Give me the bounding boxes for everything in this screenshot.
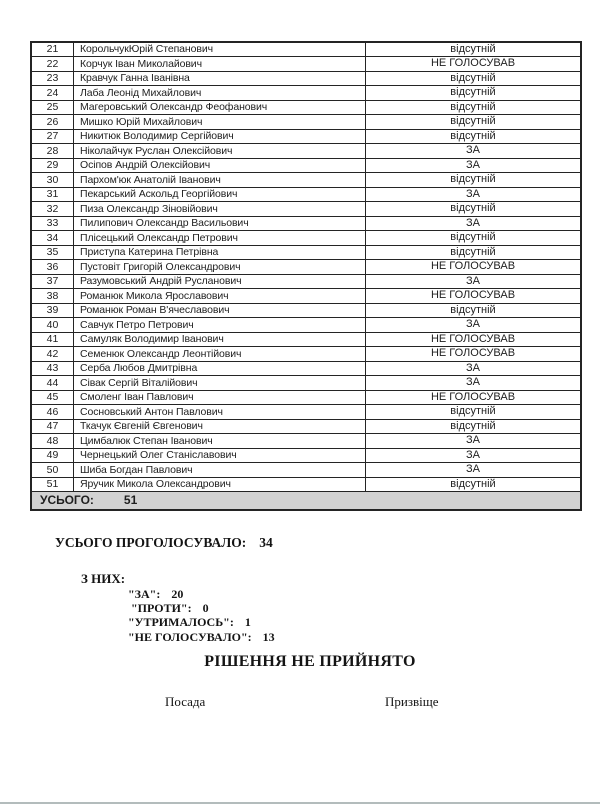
vote-value: відсутній <box>366 231 582 246</box>
breakdown-line-utrymalos: "УТРИМАЛОСЬ": 1 <box>128 615 251 630</box>
vote-value: відсутній <box>366 115 582 130</box>
vote-value: ЗА <box>366 361 582 376</box>
vote-value: ЗА <box>366 434 582 449</box>
row-number: 43 <box>31 361 74 376</box>
deputy-name: Пекарський Аскольд Георгійович <box>74 187 366 202</box>
deputy-name: Чернецький Олег Станіславович <box>74 448 366 463</box>
vote-value: ЗА <box>366 274 582 289</box>
row-number: 49 <box>31 448 74 463</box>
row-number: 27 <box>31 129 74 144</box>
vote-value: відсутній <box>366 129 582 144</box>
vote-value: ЗА <box>366 144 582 159</box>
row-number: 30 <box>31 173 74 188</box>
breakdown-line-ne-holosuvalo: "НЕ ГОЛОСУВАЛО": 13 <box>128 629 275 644</box>
row-number: 40 <box>31 318 74 333</box>
deputy-name: Осіпов Андрій Олексійович <box>74 158 366 173</box>
row-number: 38 <box>31 289 74 304</box>
row-number: 41 <box>31 332 74 347</box>
table-row <box>31 477 581 492</box>
table-row <box>31 216 581 231</box>
table-total-cell <box>31 492 581 510</box>
deputy-name: Пархом'юк Анатолій Іванович <box>74 173 366 188</box>
deputy-name: Сівак Сергій Віталійович <box>74 376 366 391</box>
deputy-name: Цимбалюк Степан Іванович <box>74 434 366 449</box>
row-number: 42 <box>31 347 74 362</box>
vote-value: НЕ ГОЛОСУВАВ <box>366 347 582 362</box>
deputy-name: Сосновський Антон Павлович <box>74 405 366 420</box>
row-number: 33 <box>31 216 74 231</box>
deputy-name: Лаба Леонід Михайлович <box>74 86 366 101</box>
table-row <box>31 434 581 449</box>
of-them-label: З НИХ: <box>81 571 126 586</box>
table-row <box>31 158 581 173</box>
vote-value: відсутній <box>366 419 582 434</box>
table-row <box>31 100 581 115</box>
deputy-name: Приступа Катерина Петрівна <box>74 245 366 260</box>
table-row <box>31 202 581 217</box>
table-row <box>31 332 581 347</box>
row-number: 39 <box>31 303 74 318</box>
table-row <box>31 42 581 57</box>
vote-value: відсутній <box>366 202 582 217</box>
vote-value: ЗА <box>366 318 582 333</box>
table-row <box>31 144 581 159</box>
deputy-name: КорольчукЮрій Степанович <box>74 42 366 57</box>
table-row <box>31 289 581 304</box>
vote-value: ЗА <box>366 187 582 202</box>
table-row <box>31 463 581 478</box>
row-number: 29 <box>31 158 74 173</box>
deputy-name: Шиба Богдан Павлович <box>74 463 366 478</box>
row-number: 46 <box>31 405 74 420</box>
vote-value: ЗА <box>366 463 582 478</box>
row-number: 35 <box>31 245 74 260</box>
row-number: 34 <box>31 231 74 246</box>
table-row <box>31 71 581 86</box>
vote-value: відсутній <box>366 71 582 86</box>
vote-value: ЗА <box>366 158 582 173</box>
table-body <box>31 42 581 492</box>
table-row <box>31 86 581 101</box>
row-number: 44 <box>31 376 74 391</box>
table-row <box>31 376 581 391</box>
table-row <box>31 173 581 188</box>
vote-value: відсутній <box>366 245 582 260</box>
deputy-name: Семенюк Олександр Леонтійович <box>74 347 366 362</box>
deputy-name: Корчук Іван Миколайович <box>74 57 366 72</box>
row-number: 37 <box>31 274 74 289</box>
table-row <box>31 390 581 405</box>
row-number: 26 <box>31 115 74 130</box>
table-row <box>31 318 581 333</box>
deputy-name: Ткачук Євгеній Євгенович <box>74 419 366 434</box>
total-voted-label: УСЬОГО ПРОГОЛОСУВАЛО: <box>55 535 247 550</box>
table-row <box>31 347 581 362</box>
row-number: 48 <box>31 434 74 449</box>
vote-value: відсутній <box>366 100 582 115</box>
vote-value: відсутній <box>366 303 582 318</box>
deputy-name: Кравчук Ганна Іванівна <box>74 71 366 86</box>
deputy-name: Смоленг Іван Павлович <box>74 390 366 405</box>
deputy-name: Никитюк Володимир Сергійович <box>74 129 366 144</box>
deputy-name: Самуляк Володимир Іванович <box>74 332 366 347</box>
row-number: 36 <box>31 260 74 275</box>
table-row <box>31 361 581 376</box>
deputy-name: Мишко Юрій Михайлович <box>74 115 366 130</box>
table-row <box>31 274 581 289</box>
row-number: 47 <box>31 419 74 434</box>
table-row <box>31 57 581 72</box>
vote-value: НЕ ГОЛОСУВАВ <box>366 260 582 275</box>
table-row <box>31 260 581 275</box>
deputy-name: Пилипович Олександр Васильович <box>74 216 366 231</box>
deputy-name: Разумовський Андрій Русланович <box>74 274 366 289</box>
vote-value: відсутній <box>366 86 582 101</box>
deputy-name: Серба Любов Дмитрівна <box>74 361 366 376</box>
vote-value: НЕ ГОЛОСУВАВ <box>366 390 582 405</box>
table-row <box>31 405 581 420</box>
deputy-name: Плісецький Олександр Петрович <box>74 231 366 246</box>
vote-value: ЗА <box>366 448 582 463</box>
deputy-name: Романюк Микола Ярославович <box>74 289 366 304</box>
vote-value: НЕ ГОЛОСУВАВ <box>366 289 582 304</box>
row-number: 31 <box>31 187 74 202</box>
row-number: 50 <box>31 463 74 478</box>
row-number: 28 <box>31 144 74 159</box>
deputy-name: Пустовіт Григорій Олександрович <box>74 260 366 275</box>
decision-heading: РІШЕННЯ НЕ ПРИЙНЯТО <box>204 653 416 670</box>
table-row <box>31 245 581 260</box>
vote-value: відсутній <box>366 173 582 188</box>
signature-position-label: Посада <box>165 694 206 709</box>
row-number: 22 <box>31 57 74 72</box>
total-label: УСЬОГО: <box>40 493 94 508</box>
table-row <box>31 187 581 202</box>
table-total-row <box>31 492 581 510</box>
vote-value: відсутній <box>366 42 582 57</box>
table-row <box>31 231 581 246</box>
row-number: 32 <box>31 202 74 217</box>
row-number: 51 <box>31 477 74 492</box>
deputy-name: Романюк Роман В'ячеславович <box>74 303 366 318</box>
row-number: 25 <box>31 100 74 115</box>
deputy-name: Яручик Микола Олександрович <box>74 477 366 492</box>
signature-surname-label: Призвіще <box>385 694 439 709</box>
total-voted-value: 34 <box>259 535 273 550</box>
vote-breakdown <box>128 587 275 644</box>
row-number: 24 <box>31 86 74 101</box>
vote-value: ЗА <box>366 216 582 231</box>
table-row <box>31 129 581 144</box>
vote-value: НЕ ГОЛОСУВАВ <box>366 57 582 72</box>
total-voted-line <box>55 535 273 551</box>
deputy-name: Савчук Петро Петрович <box>74 318 366 333</box>
table-row <box>31 303 581 318</box>
vote-value: НЕ ГОЛОСУВАВ <box>366 332 582 347</box>
breakdown-line-za: "ЗА": 20 <box>128 587 184 601</box>
table-row <box>31 115 581 130</box>
voting-table <box>30 41 582 511</box>
row-number: 21 <box>31 42 74 57</box>
deputy-name: Магеровський Олександр Феофанович <box>74 100 366 115</box>
vote-value: ЗА <box>366 376 582 391</box>
total-value: 51 <box>123 493 138 508</box>
row-number: 45 <box>31 390 74 405</box>
row-number: 23 <box>31 71 74 86</box>
breakdown-line-proty: "ПРОТИ": 0 <box>131 601 209 616</box>
deputy-name: Ніколайчук Руслан Олексійович <box>74 144 366 159</box>
vote-value: відсутній <box>366 477 582 492</box>
vote-value: відсутній <box>366 405 582 420</box>
table-row <box>31 419 581 434</box>
deputy-name: Пиза Олександр Зіновійович <box>74 202 366 217</box>
table-row <box>31 448 581 463</box>
